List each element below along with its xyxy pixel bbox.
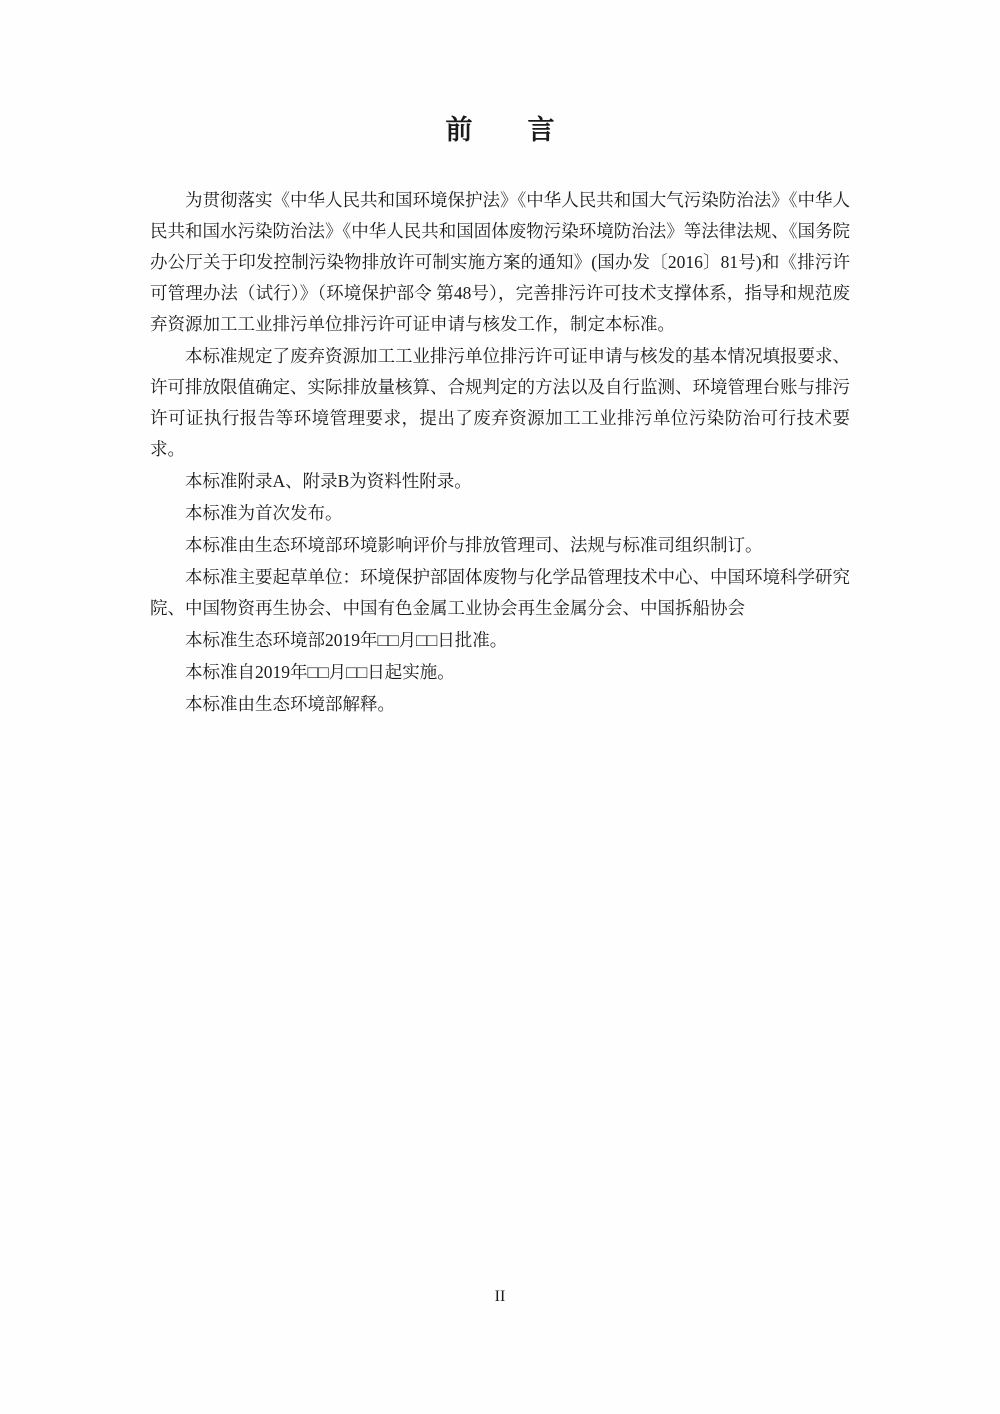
- paragraph-8: 本标准自2019年□□月□□日起实施。: [185, 662, 455, 682]
- paragraph-3: 本标准附录A、附录B为资料性附录。: [185, 471, 472, 491]
- page-number: II: [494, 1288, 506, 1305]
- document-body: [150, 108, 850, 721]
- paragraph-5: 本标准由生态环境部环境影响评价与排放管理司、法规与标准司组织制订。: [185, 535, 763, 555]
- paragraph-4: 本标准为首次发布。: [185, 503, 343, 523]
- paragraph-6: 本标准主要起草单位：环境保护部固体废物与化学品管理技术中心、中国环境科学研究院、中国物资再生协会、中国有色金属工业协会再生金属分会、中国拆船协会: [150, 567, 850, 618]
- paragraph-9: 本标准由生态环境部解释。: [185, 694, 395, 714]
- paragraph-7: 本标准生态环境部2019年□□月□□日批准。: [185, 630, 508, 650]
- paragraph-1: 为贯彻落实《中华人民共和国环境保护法》《中华人民共和国大气污染防治法》《中华人民共和国水污染防治法》《中华人民共和国固体废物污染环境防治法》等法律法规、《国务院办公厅关于印发控制污染物排放许可制实施方案的通知》(国办发〔2016〕81号)和《排污许可管理办法（试行）》（环境保护部令 第48号），完善排污许可技术支撑体系，指导和规范废弃资源加工工业排污单位排污许可证申请与核发工作，制定本标准。: [150, 190, 850, 334]
- paragraph-2: 本标准规定了废弃资源加工工业排污单位排污许可证申请与核发的基本情况填报要求、许可排放限值确定、实际排放量核算、合规判定的方法以及自行监测、环境管理台账与排污许可证执行报告等环境管理要求，提出了废弃资源加工工业排污单位污染防治可行技术要求。: [150, 346, 850, 459]
- page-title: 前 言: [445, 115, 569, 145]
